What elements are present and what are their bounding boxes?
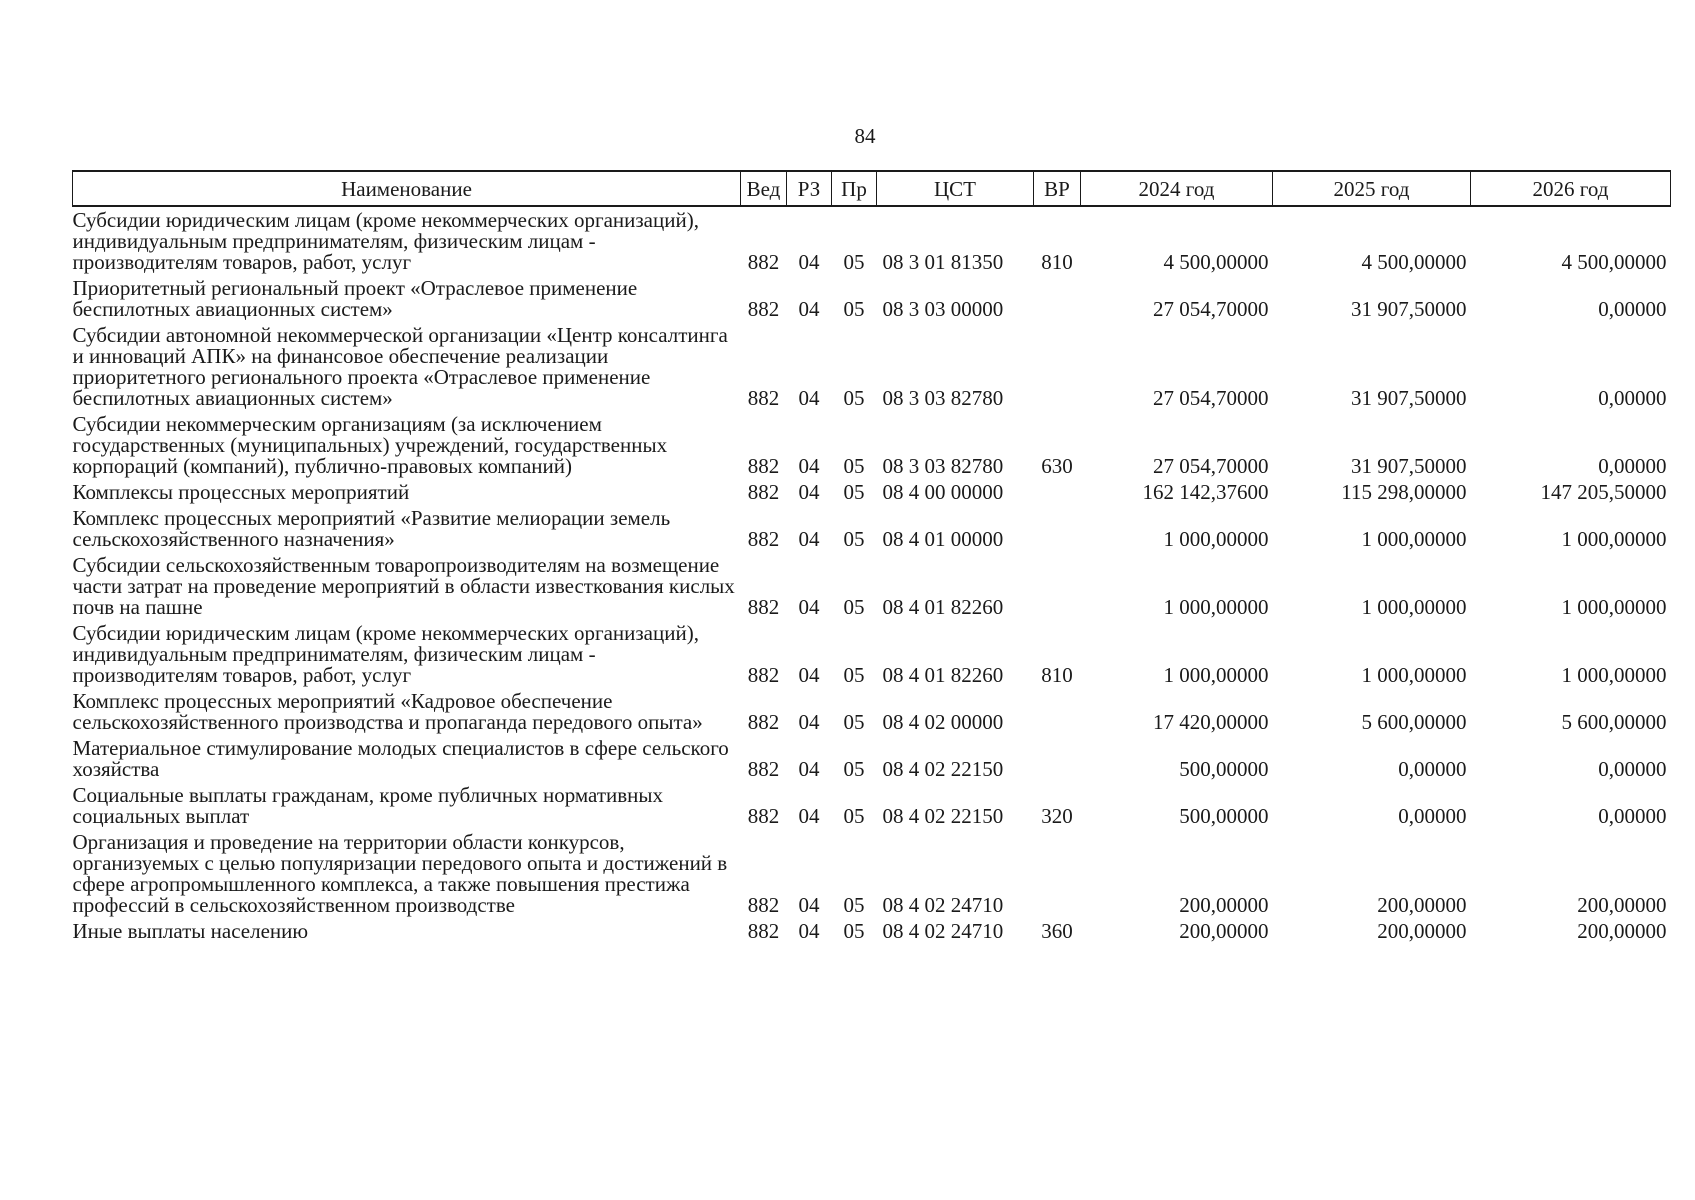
row-amount-2026: 200,00000 — [1577, 893, 1667, 917]
row-pr: 05 — [843, 250, 865, 274]
row-amount-2025: 1 000,00000 — [1361, 595, 1467, 619]
row-cst: 08 4 02 24710 — [882, 893, 1004, 917]
row-rz: 04 — [798, 757, 820, 781]
row-amount-2025: 31 907,50000 — [1351, 386, 1467, 410]
table-header-row — [73, 171, 1671, 206]
row-amount-2026: 0,00000 — [1598, 757, 1667, 781]
table-row — [73, 688, 1671, 735]
row-rz: 04 — [798, 454, 820, 478]
row-pr: 05 — [843, 710, 865, 734]
table-row — [73, 505, 1671, 552]
row-amount-2024: 27 054,70000 — [1153, 454, 1269, 478]
row-amount-2024: 200,00000 — [1179, 893, 1269, 917]
row-rz: 04 — [798, 250, 820, 274]
row-pr: 05 — [843, 297, 865, 321]
header-rz: РЗ — [787, 171, 832, 206]
row-name: Комплекс процессных мероприятий «Развитие мелиорации земель сельскохозяйственного назначения» — [72, 506, 671, 551]
row-cst: 08 3 03 82780 — [882, 454, 1004, 478]
header-2026: 2026 год — [1471, 171, 1671, 206]
row-ved: 882 — [747, 663, 780, 687]
row-pr: 05 — [843, 919, 865, 943]
row-cst: 08 4 02 24710 — [882, 919, 1004, 943]
row-amount-2025: 1 000,00000 — [1361, 527, 1467, 551]
row-cst: 08 4 01 00000 — [882, 527, 1004, 551]
row-amount-2026: 5 600,00000 — [1561, 710, 1667, 734]
row-rz: 04 — [798, 804, 820, 828]
row-amount-2026: 1 000,00000 — [1561, 595, 1667, 619]
row-ved: 882 — [747, 297, 780, 321]
row-cst: 08 4 00 00000 — [882, 480, 1004, 504]
table-row — [73, 411, 1671, 479]
row-amount-2025: 4 500,00000 — [1361, 250, 1467, 274]
row-vr: 360 — [1041, 919, 1073, 943]
row-amount-2024: 17 420,00000 — [1153, 710, 1269, 734]
row-vr — [1034, 479, 1081, 505]
row-name: Приоритетный региональный проект «Отраслевое применение беспилотных авиационных систем» — [72, 276, 638, 321]
row-ved: 882 — [747, 893, 780, 917]
row-vr: 810 — [1041, 250, 1073, 274]
row-amount-2024: 500,00000 — [1179, 804, 1269, 828]
row-amount-2024: 1 000,00000 — [1163, 527, 1269, 551]
row-cst: 08 4 02 22150 — [882, 804, 1004, 828]
row-amount-2025: 5 600,00000 — [1361, 710, 1467, 734]
row-amount-2026: 0,00000 — [1598, 297, 1667, 321]
row-amount-2024: 162 142,37600 — [1142, 480, 1269, 504]
row-name: Субсидии сельскохозяйственным товаропроизводителям на возмещение части затрат на проведение мероприятий в области известкования кислых почв на пашне — [72, 553, 735, 619]
row-amount-2024: 27 054,70000 — [1153, 386, 1269, 410]
row-ved: 882 — [747, 804, 780, 828]
row-amount-2026: 0,00000 — [1598, 804, 1667, 828]
row-vr — [1034, 505, 1081, 552]
row-rz: 04 — [798, 663, 820, 687]
row-vr: 810 — [1041, 663, 1073, 687]
row-vr — [1034, 735, 1081, 782]
row-vr — [1034, 552, 1081, 620]
row-vr: 630 — [1041, 454, 1073, 478]
row-cst: 08 4 01 82260 — [882, 595, 1004, 619]
row-ved: 882 — [747, 454, 780, 478]
header-2024: 2024 год — [1081, 171, 1273, 206]
row-rz: 04 — [798, 595, 820, 619]
row-name: Организация и проведение на территории области конкурсов, организуемых с целью популяризации передового опыта и достижений в сфере агропромышленного комплекса, а также повышения престижа профессий в сельскохозяйственном производстве — [72, 830, 728, 917]
row-amount-2025: 200,00000 — [1377, 893, 1467, 917]
row-amount-2026: 0,00000 — [1598, 454, 1667, 478]
row-pr: 05 — [843, 893, 865, 917]
row-amount-2025: 31 907,50000 — [1351, 454, 1467, 478]
row-amount-2025: 115 298,00000 — [1341, 480, 1467, 504]
header-name: Наименование — [73, 171, 741, 206]
row-vr — [1034, 275, 1081, 322]
row-pr: 05 — [843, 663, 865, 687]
header-ved: Вед — [741, 171, 787, 206]
row-cst: 08 4 02 00000 — [882, 710, 1004, 734]
row-name: Субсидии некоммерческим организациям (за исключением государственных (муниципальных) учреждений, государственных корпораций (компаний), публично-правовых компаний) — [72, 412, 668, 478]
table-row — [73, 552, 1671, 620]
row-amount-2024: 200,00000 — [1179, 919, 1269, 943]
row-ved: 882 — [747, 527, 780, 551]
row-rz: 04 — [798, 919, 820, 943]
header-2025: 2025 год — [1273, 171, 1471, 206]
row-name: Комплексы процессных мероприятий — [72, 480, 410, 504]
row-pr: 05 — [843, 595, 865, 619]
row-name: Субсидии автономной некоммерческой организации «Центр консалтинга и инноваций АПК» на финансовое обеспечение реализации приоритетного регионального проекта «Отраслевое применение беспилотных авиационных систем» — [72, 323, 728, 410]
row-rz: 04 — [798, 710, 820, 734]
row-name: Социальные выплаты гражданам, кроме публичных нормативных социальных выплат — [72, 783, 664, 828]
row-amount-2025: 31 907,50000 — [1351, 297, 1467, 321]
row-pr: 05 — [843, 757, 865, 781]
row-amount-2026: 0,00000 — [1598, 386, 1667, 410]
row-amount-2026: 1 000,00000 — [1561, 527, 1667, 551]
row-cst: 08 3 01 81350 — [882, 250, 1004, 274]
row-rz: 04 — [798, 893, 820, 917]
row-amount-2025: 0,00000 — [1398, 757, 1467, 781]
row-name: Иные выплаты населению — [72, 919, 309, 943]
table-row — [73, 782, 1671, 829]
table-row — [73, 275, 1671, 322]
budget-table — [72, 170, 1671, 944]
row-ved: 882 — [747, 386, 780, 410]
row-pr: 05 — [843, 804, 865, 828]
row-cst: 08 4 01 82260 — [882, 663, 1004, 687]
row-rz: 04 — [798, 527, 820, 551]
table-row — [73, 479, 1671, 505]
table-row — [73, 620, 1671, 688]
row-amount-2026: 200,00000 — [1577, 919, 1667, 943]
row-vr — [1034, 322, 1081, 411]
page-number: 84 — [854, 124, 876, 148]
header-pr: Пр — [832, 171, 877, 206]
row-vr — [1034, 829, 1081, 918]
table-body — [73, 206, 1671, 944]
row-amount-2024: 500,00000 — [1179, 757, 1269, 781]
row-vr: 320 — [1041, 804, 1073, 828]
header-vr: ВР — [1034, 171, 1081, 206]
table-row — [73, 918, 1671, 944]
row-amount-2025: 1 000,00000 — [1361, 663, 1467, 687]
row-cst: 08 4 02 22150 — [882, 757, 1004, 781]
row-name: Материальное стимулирование молодых специалистов в сфере сельского хозяйства — [72, 736, 729, 781]
row-ved: 882 — [747, 595, 780, 619]
row-name: Субсидии юридическим лицам (кроме некоммерческих организаций), индивидуальным предпринимателям, физическим лицам - производителям товаров, работ, услуг — [72, 621, 699, 687]
row-rz: 04 — [798, 386, 820, 410]
row-rz: 04 — [798, 480, 820, 504]
row-pr: 05 — [843, 480, 865, 504]
row-amount-2024: 27 054,70000 — [1153, 297, 1269, 321]
table-row — [73, 322, 1671, 411]
row-amount-2026: 1 000,00000 — [1561, 663, 1667, 687]
row-pr: 05 — [843, 386, 865, 410]
row-ved: 882 — [747, 480, 780, 504]
row-amount-2025: 0,00000 — [1398, 804, 1467, 828]
table-row — [73, 735, 1671, 782]
row-amount-2026: 4 500,00000 — [1561, 250, 1667, 274]
row-pr: 05 — [843, 454, 865, 478]
row-amount-2024: 4 500,00000 — [1163, 250, 1269, 274]
row-amount-2024: 1 000,00000 — [1163, 663, 1269, 687]
row-vr — [1034, 688, 1081, 735]
row-amount-2025: 200,00000 — [1377, 919, 1467, 943]
row-name: Комплекс процессных мероприятий «Кадровое обеспечение сельскохозяйственного производства и пропаганда передового опыта» — [72, 689, 703, 734]
row-amount-2024: 1 000,00000 — [1163, 595, 1269, 619]
table-row — [73, 829, 1671, 918]
row-amount-2026: 147 205,50000 — [1540, 480, 1667, 504]
row-pr: 05 — [843, 527, 865, 551]
header-cst: ЦСТ — [877, 171, 1034, 206]
table-row — [73, 206, 1671, 275]
row-cst: 08 3 03 82780 — [882, 386, 1004, 410]
row-ved: 882 — [747, 919, 780, 943]
row-name: Субсидии юридическим лицам (кроме некоммерческих организаций), индивидуальным предпринимателям, физическим лицам - производителям товаров, работ, услуг — [72, 208, 699, 274]
row-ved: 882 — [747, 250, 780, 274]
row-ved: 882 — [747, 710, 780, 734]
row-cst: 08 3 03 00000 — [882, 297, 1004, 321]
row-rz: 04 — [798, 297, 820, 321]
row-ved: 882 — [747, 757, 780, 781]
